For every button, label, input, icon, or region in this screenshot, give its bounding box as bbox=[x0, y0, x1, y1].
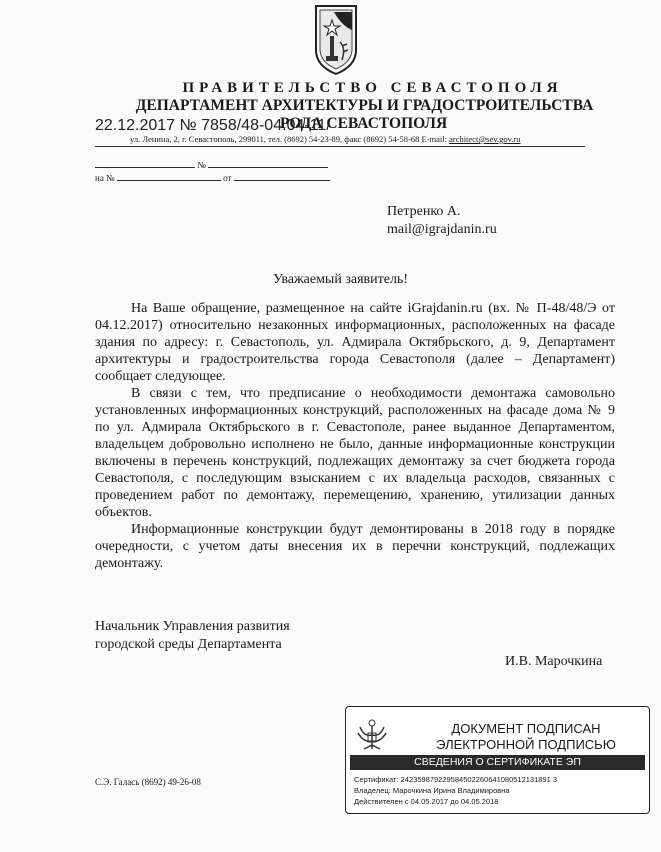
from-blank bbox=[234, 172, 330, 181]
number-label: № bbox=[197, 160, 206, 170]
recipient-name: Петренко А. bbox=[387, 204, 461, 219]
outgoing-number-row bbox=[95, 159, 328, 170]
certificate-number: Сертификат: 242359879229584502260641080512131891 3 bbox=[354, 775, 558, 784]
reference-label: на № bbox=[95, 173, 115, 183]
recipient-block bbox=[387, 203, 497, 239]
stamp-title-line2: ЭЛЕКТРОННОЙ ПОДПИСЬЮ bbox=[436, 737, 616, 752]
department-address bbox=[130, 134, 521, 144]
executor-contact: С.Э. Галась (8692) 49-26-08 bbox=[95, 777, 201, 787]
certificate-info-bar: СВЕДЕНИЯ О СЕРТИФИКАТЕ ЭП bbox=[350, 755, 645, 770]
department-city: РОДА СЕВАСТОПОЛЯ bbox=[280, 115, 448, 132]
signatory-name: И.В. Марочкина bbox=[505, 654, 603, 669]
from-label: от bbox=[223, 173, 232, 183]
government-title: ПРАВИТЕЛЬСТВО СЕВАСТОПОЛЯ bbox=[182, 80, 563, 96]
greeting: Уважаемый заявитель! bbox=[273, 272, 408, 287]
sevastopol-coat-of-arms-icon bbox=[312, 2, 360, 76]
header-divider bbox=[95, 146, 585, 147]
electronic-signature-stamp bbox=[345, 706, 650, 814]
signatory-title-line2: городской среды Департамента bbox=[95, 637, 282, 652]
paragraph: В связи с тем, что предписание о необходимости демонтажа самовольно установленных информационных конструкций, расположенных на фасаде дома № 9 по ул. Адмирала Октябрьского в г. Севастополе, ранее выданное Департаментом, владельцем добровольно исполнено не было, данные информационные конструкции включены в перечень конструкций, подлежащих демонтажу за счет бюджета города Севастополя, с последующим взысканием с их владельца расходов, связанных с проведением работ по демонтажу, перемещению, хранению, утилизации данных объектов. bbox=[95, 386, 615, 520]
paragraph: Информационные конструкции будут демонтированы в 2018 году в порядке очередности, с учетом даты внесения их в перечни конструкций, подлежащих демонтажу. bbox=[95, 522, 615, 571]
number-blank bbox=[208, 159, 328, 168]
department-title: ДЕПАРТАМЕНТ АРХИТЕКТУРЫ И ГРАДОСТРОИТЕЛЬСТВА bbox=[135, 97, 594, 114]
signatory-title bbox=[95, 618, 290, 654]
reference-row bbox=[95, 172, 330, 183]
registration-number: 22.12.2017 № 7858/48-04.04-11/ bbox=[95, 117, 331, 134]
email-link[interactable]: architect@sev.gov.ru bbox=[449, 134, 521, 144]
date-blank bbox=[95, 159, 195, 168]
address-text: ул. Ленина, 2, г. Севастополь, 299011, тел. (8692) 54-23-89, факс (8692) 54-58-68 E-mail: bbox=[130, 134, 450, 144]
recipient-email: mail@igrajdanin.ru bbox=[387, 222, 497, 237]
signatory-title-line1: Начальник Управления развития bbox=[95, 619, 290, 634]
reference-blank bbox=[117, 172, 221, 181]
paragraph: На Ваше обращение, размещенное на сайте iGrajdanin.ru (вх. № П-48/48/Э от 04.12.2017) относительно незаконных информационных, расположенных на фасаде здания по адресу: г. Севастополь, ул. Адмирала Октябрьского, д. 9, Департамент архитектуры и градостроительства города Севастополя (далее – Департамент) сообщает следующее. bbox=[95, 301, 615, 384]
letter-body bbox=[95, 300, 615, 572]
certificate-owner: Владелец: Марочкина Ирина Владимировна bbox=[354, 786, 510, 795]
certificate-validity: Действителен с 04.05.2017 до 04.05.2018 bbox=[354, 797, 499, 806]
stamp-title-line1: ДОКУМЕНТ ПОДПИСАН bbox=[451, 721, 601, 736]
russian-eagle-icon bbox=[354, 715, 390, 755]
